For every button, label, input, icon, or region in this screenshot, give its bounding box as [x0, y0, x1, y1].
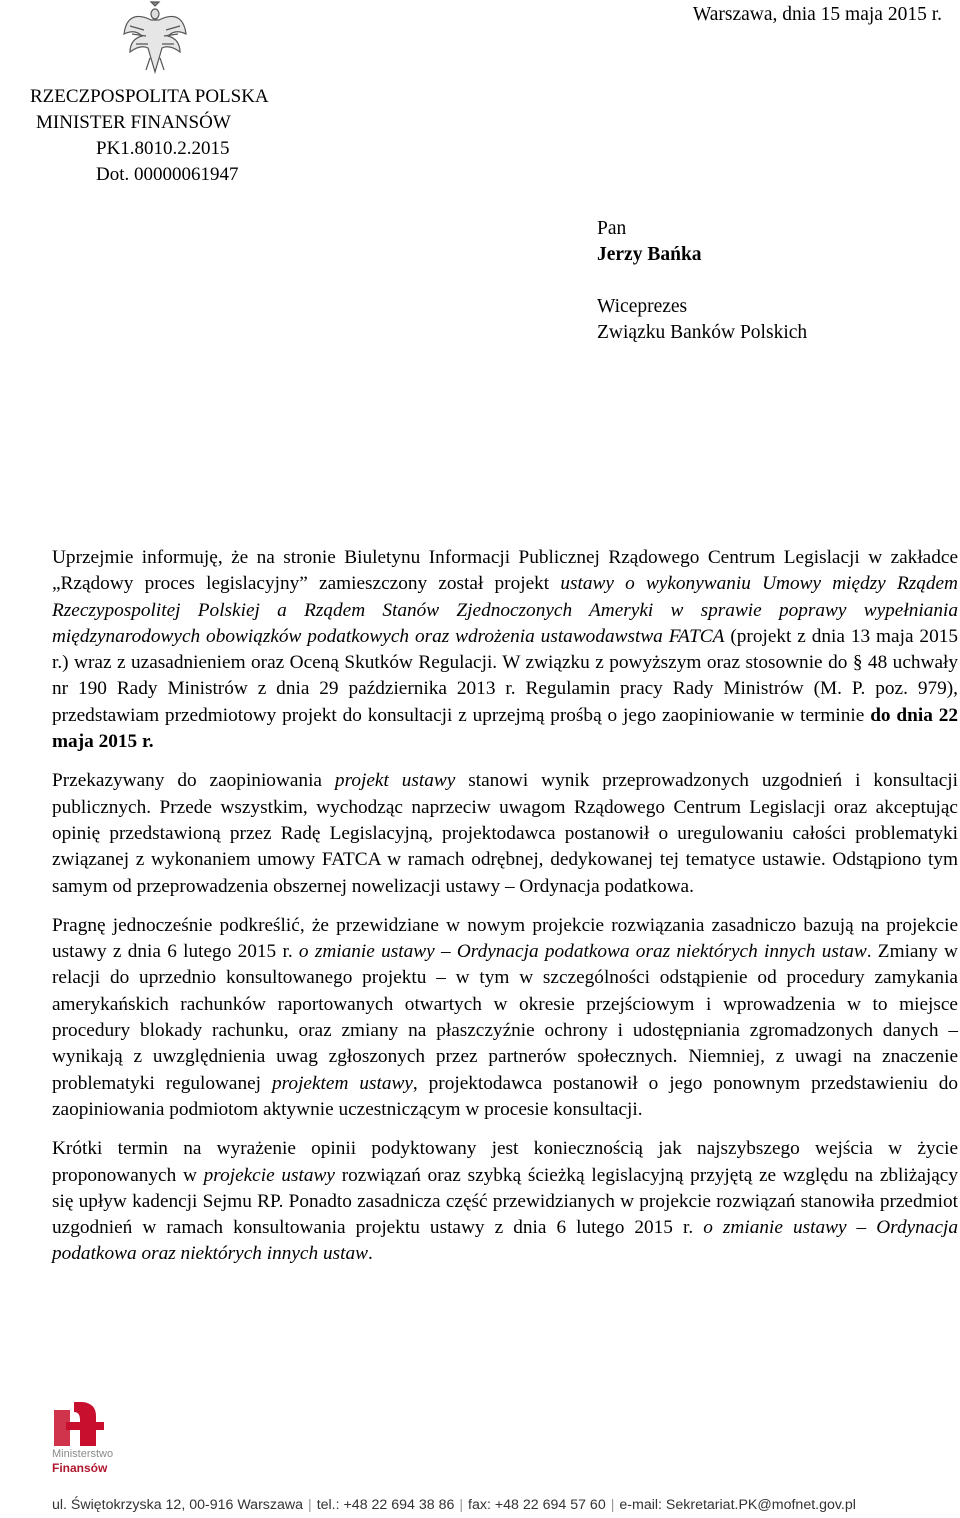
addressee-position: Wiceprezes	[597, 296, 688, 317]
footer-fax: fax: +48 22 694 57 60	[468, 1497, 606, 1513]
ministerstwo-finansow-logo-icon	[52, 1402, 132, 1474]
polish-eagle-emblem-icon	[120, 0, 190, 76]
addressee-organization: Związku Banków Polskich	[597, 322, 808, 343]
letter-body	[52, 545, 958, 1281]
document-id: Dot. 00000061947	[96, 164, 239, 185]
sender-line-2: MINISTER FINANSÓW	[36, 112, 231, 133]
logo-line-2: Finansów	[52, 1461, 108, 1475]
addressee-block	[597, 216, 807, 346]
place-date: Warszawa, dnia 15 maja 2015 r.	[692, 4, 942, 25]
footer-address: ul. Świętokrzyska 12, 00-916 Warszawa	[52, 1497, 304, 1513]
paragraph-1: Uprzejmie informuję, że na stronie Biuletynu Informacji Publicznej Rządowego Centrum Legislacji w zakładce „Rządowy proces legislacyjny” zamieszczony został projekt ustawy o wykonywaniu Umowy między Rządem Rzeczypospolitej Polskiej a Rządem Stanów Zjednoczonych Ameryki w sprawie poprawy wypełniania międzynarodowych obowiązków podatkowych oraz wdrożenia ustawodawstwa FATCA (projekt z dnia 13 maja 2015 r.) wraz z uzasadnieniem oraz Oceną Skutków Regulacji. W związku z powyższym oraz stosownie do § 48 uchwały nr 190 Rady Ministrów z dnia 29 października 2013 r. Regulamin pracy Rady Ministrów (M. P. poz. 979), przedstawiam przedmiotowy projekt do konsultacji z uprzejmą prośbą o jego zaopiniowanie w terminie do dnia 22 maja 2015 r.	[52, 547, 959, 753]
footer-contact: ul. Świętokrzyska 12, 00-916 Warszawa | tel.: +48 22 694 38 86 | fax: +48 22 694 57 60 | e-mail: Sekretariat.PK@mofnet.gov.pl	[52, 1497, 856, 1513]
reference-number: PK1.8010.2.2015	[96, 138, 230, 159]
logo-line-1: Ministerstwo	[52, 1448, 114, 1460]
footer-tel: tel.: +48 22 694 38 86	[316, 1497, 455, 1513]
addressee-name: Jerzy Bańka	[597, 244, 702, 265]
sender-line-1: RZECZPOSPOLITA POLSKA	[30, 86, 269, 107]
footer-email[interactable]: e-mail: Sekretariat.PK@mofnet.gov.pl	[619, 1497, 856, 1513]
addressee-salutation: Pan	[597, 218, 627, 239]
sender-block	[30, 84, 330, 188]
paragraph-4: Krótki termin na wyrażenie opinii podyktowany jest koniecznością jak najszybszego wejścia w życie proponowanych w projekcie ustawy rozwiązań oraz szybką ścieżką legislacyjną przyjętą ze względu na zbliżający się upływ kadencji Sejmu RP. Ponadto zasadnicza część przewidzianych w projekcie rozwiązań stanowiła przedmiot uzgodnień w ramach konsultowania projektu ustawy z dnia 6 lutego 2015 r. o zmianie ustawy – Ordynacja podatkowa oraz niektórych innych ustaw.	[52, 1138, 958, 1265]
paragraph-3: Pragnę jednocześnie podkreślić, że przewidziane w nowym projekcie rozwiązania zasadniczo bazują na projekcie ustawy z dnia 6 lutego 2015 r. o zmianie ustawy – Ordynacja podatkowa oraz niektórych innych ustaw. Zmiany w relacji do uprzednio konsultowanego projektu – w tym w szczególności odstąpienie od procedury zamykania amerykańskich rachunków raportowanych otwartych w okresie przejściowym i wprowadzenia w to miejsce procedury blokady rachunku, oraz zmiany na płaszczyźnie ochrony i udostępniania zgromadzonych danych – wynikają z uwzględnienia uwag zgłoszonych przez partnerów społecznych. Niemniej, z uwagi na znaczenie problematyki regulowanej projektem ustawy, projektodawca postanowił o jego ponownym przedstawieniu do zaopiniowania podmiotom aktywnie uczestniczącym w procesie konsultacji.	[52, 914, 959, 1120]
paragraph-2: Przekazywany do zaopiniowania projekt ustawy stanowi wynik przeprowadzonych uzgodnień i konsultacji publicznych. Przede wszystkim, wychodząc naprzeciw uwagom Rządowego Centrum Legislacji oraz akceptując opinię przedstawioną przez Radę Legislacyjną, projektodawca postanowił o uregulowaniu całości problematyki związanej z wykonaniem umowy FATCA w ramach odrębnej, dedykowanej tej tematyce ustawie. Odstąpiono tym samym od przeprowadzenia obszernej nowelizacji ustawy – Ordynacja podatkowa.	[52, 770, 959, 897]
